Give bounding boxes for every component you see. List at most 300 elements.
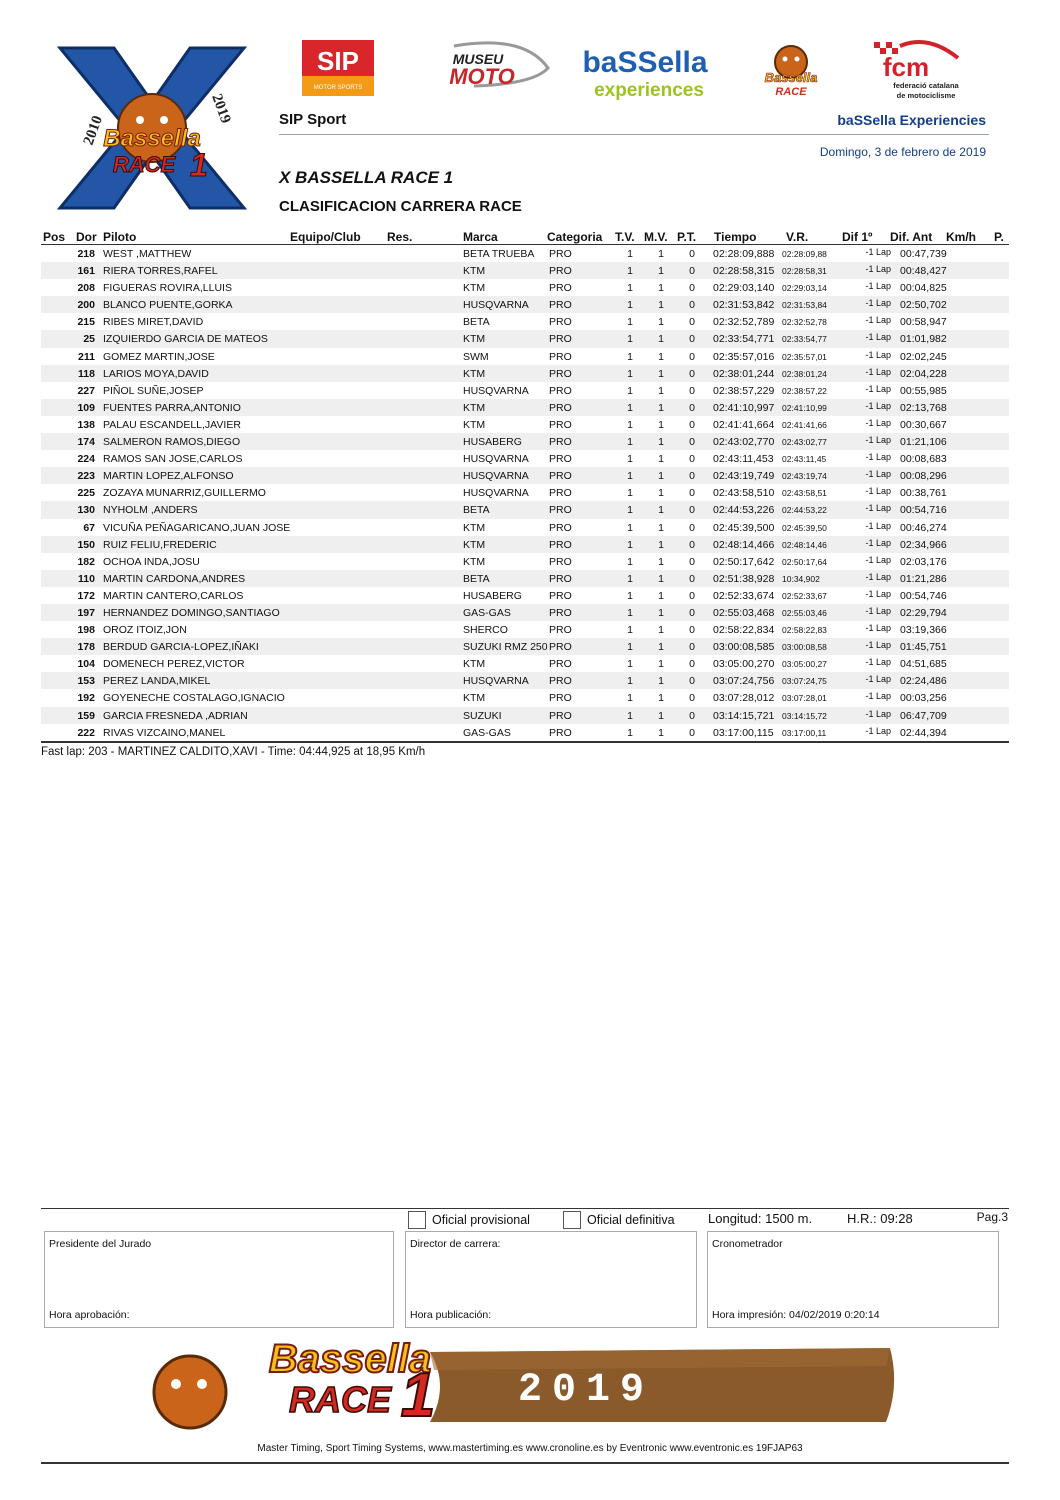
- cell-tv: 1: [627, 316, 633, 329]
- cell-dor: 208: [77, 282, 95, 295]
- table-row: [41, 672, 1009, 689]
- cell-vr: 02:43:11,45: [782, 454, 827, 465]
- cell-piloto: MARTIN CARDONA,ANDRES: [103, 572, 246, 585]
- presidente-signature-box: [44, 1231, 394, 1328]
- fast-lap-note: Fast lap: 203 - MARTINEZ CALDITO,XAVI - Time: 04:44,925 at 18,95 Km/h: [41, 746, 426, 758]
- cell-vr: 02:45:39,50: [782, 522, 827, 533]
- svg-text:MUSEU: MUSEU: [452, 51, 504, 67]
- cell-pt: 0: [689, 504, 695, 517]
- cell-dif1: -1 Lap: [865, 554, 891, 565]
- cell-vr: 02:48:14,46: [782, 539, 827, 550]
- cell-tiempo: 02:41:10,997: [713, 401, 775, 414]
- cell-marca: GAS-GAS: [463, 726, 511, 739]
- cell-marca: BETA: [463, 316, 490, 329]
- cell-difant: 02:34,966: [900, 538, 947, 551]
- cell-piloto: IZQUIERDO GARCIA DE MATEOS: [103, 333, 268, 346]
- cell-dif1: -1 Lap: [865, 264, 891, 275]
- cell-pt: 0: [689, 418, 695, 431]
- cell-categoria: PRO: [549, 333, 572, 346]
- table-row: [41, 689, 1009, 706]
- cell-piloto: RAMOS SAN JOSE,CARLOS: [103, 453, 243, 466]
- cell-tiempo: 02:38:57,229: [713, 384, 775, 397]
- cell-mv: 1: [658, 624, 664, 637]
- cell-tiempo: 02:35:57,016: [713, 350, 775, 363]
- cell-vr: 02:52:33,67: [782, 590, 827, 601]
- cell-tiempo: 03:07:28,012: [713, 692, 775, 705]
- cell-mv: 1: [658, 299, 664, 312]
- cell-dif1: -1 Lap: [865, 281, 891, 292]
- cell-tv: 1: [627, 333, 633, 346]
- cell-dor: 159: [77, 709, 95, 722]
- cell-mv: 1: [658, 316, 664, 329]
- cell-vr: 02:28:58,31: [782, 266, 827, 277]
- cell-mv: 1: [658, 436, 664, 449]
- table-row: [41, 382, 1009, 399]
- cell-dif1: -1 Lap: [865, 588, 891, 599]
- cell-vr: 03:05:00,27: [782, 659, 827, 670]
- cell-pt: 0: [689, 538, 695, 551]
- cell-pt: 0: [689, 350, 695, 363]
- cell-vr: 03:17:00,11: [782, 727, 827, 738]
- table-row: [41, 245, 1009, 262]
- cell-vr: 02:43:19,74: [782, 471, 827, 482]
- cell-difant: 02:24,486: [900, 675, 947, 688]
- cell-tv: 1: [627, 350, 633, 363]
- cell-tiempo: 03:17:00,115: [713, 726, 774, 739]
- cell-piloto: PALAU ESCANDELL,JAVIER: [103, 418, 241, 431]
- cell-tv: 1: [627, 299, 633, 312]
- table-row: [41, 655, 1009, 672]
- cell-marca: KTM: [463, 692, 486, 705]
- cell-dif1: -1 Lap: [865, 332, 891, 343]
- table-row: [41, 348, 1009, 365]
- oficial-definitiva-label: Oficial definitiva: [587, 1213, 675, 1227]
- cell-marca: KTM: [463, 265, 486, 278]
- cell-mv: 1: [658, 572, 664, 585]
- cell-difant: 02:50,702: [900, 299, 947, 312]
- cell-vr: 02:50:17,64: [782, 556, 827, 567]
- cell-marca: HUSABERG: [463, 436, 522, 449]
- cell-categoria: PRO: [549, 487, 572, 500]
- cell-mv: 1: [658, 384, 664, 397]
- cell-tiempo: 02:43:02,770: [713, 436, 775, 449]
- cell-tiempo: 02:43:58,510: [713, 487, 775, 500]
- table-row: [41, 416, 1009, 433]
- cell-dif1: -1 Lap: [865, 435, 891, 446]
- cell-vr: 02:58:22,83: [782, 625, 827, 636]
- page-number: Pag.3: [976, 1210, 1008, 1224]
- cell-difant: 00:58,947: [900, 316, 947, 329]
- col-difant: Dif. Ant: [890, 230, 933, 244]
- cell-categoria: PRO: [549, 418, 572, 431]
- cell-mv: 1: [658, 589, 664, 602]
- cell-difant: 00:48,427: [900, 265, 947, 278]
- cell-tiempo: 02:52:33,674: [713, 589, 775, 602]
- cell-dor: 150: [77, 538, 95, 551]
- svg-text:MOTOR SPORTS: MOTOR SPORTS: [313, 85, 363, 91]
- table-row: [41, 638, 1009, 655]
- cell-pt: 0: [689, 333, 695, 346]
- cell-vr: 02:31:53,84: [782, 300, 827, 311]
- table-row: [41, 450, 1009, 467]
- cell-marca: BETA: [463, 504, 490, 517]
- cell-dor: 67: [83, 521, 95, 534]
- cell-tv: 1: [627, 282, 633, 295]
- cell-mv: 1: [658, 367, 664, 380]
- cell-tv: 1: [627, 658, 633, 671]
- table-row: [41, 433, 1009, 450]
- svg-text:1: 1: [400, 1361, 436, 1430]
- table-row: [41, 621, 1009, 638]
- cell-mv: 1: [658, 248, 664, 260]
- cell-tiempo: 02:48:14,466: [713, 538, 775, 551]
- cell-categoria: PRO: [549, 726, 572, 739]
- cell-dif1: -1 Lap: [865, 708, 891, 719]
- table-header: [41, 229, 1009, 245]
- cell-dif1: -1 Lap: [865, 349, 891, 360]
- entity-name: baSSella Experiencies: [837, 112, 986, 128]
- cell-dif1: -1 Lap: [865, 383, 891, 394]
- cell-marca: KTM: [463, 555, 486, 568]
- cell-dor: 130: [77, 504, 95, 517]
- cell-difant: 04:51,685: [900, 658, 947, 671]
- cell-pt: 0: [689, 521, 695, 534]
- cell-tv: 1: [627, 436, 633, 449]
- cell-mv: 1: [658, 538, 664, 551]
- cell-dor: 224: [77, 453, 95, 466]
- cell-pt: 0: [689, 555, 695, 568]
- sip-sport-logo: [302, 40, 374, 96]
- cell-difant: 02:13,768: [900, 401, 947, 414]
- track-length: Longitud: 1500 m.: [708, 1211, 813, 1226]
- cell-tv: 1: [627, 384, 633, 397]
- cell-mv: 1: [658, 555, 664, 568]
- cell-tv: 1: [627, 692, 633, 705]
- table-bottom-rule: [41, 741, 1009, 743]
- cell-pt: 0: [689, 265, 695, 278]
- museu-moto-logo: [414, 40, 550, 92]
- cell-dor: 200: [77, 299, 95, 312]
- cell-tiempo: 02:33:54,771: [713, 333, 775, 346]
- svg-text:federació catalana: federació catalana: [893, 81, 959, 90]
- cell-difant: 00:08,683: [900, 453, 947, 466]
- cell-marca: KTM: [463, 521, 486, 534]
- cell-piloto: OROZ ITOIZ,JON: [103, 624, 187, 637]
- cell-dor: 182: [77, 555, 95, 568]
- cell-piloto: PEREZ LANDA,MIKEL: [103, 675, 211, 688]
- cell-difant: 00:04,825: [900, 282, 947, 295]
- table-row: [41, 553, 1009, 570]
- svg-text:Bassella: Bassella: [268, 1337, 432, 1381]
- cell-dif1: -1 Lap: [865, 486, 891, 497]
- svg-text:Bassella: Bassella: [764, 70, 818, 85]
- cell-piloto: MARTIN LOPEZ,ALFONSO: [103, 470, 234, 483]
- cell-piloto: RIERA TORRES,RAFEL: [103, 265, 218, 278]
- cell-categoria: PRO: [549, 401, 572, 414]
- cell-piloto: MARTIN CANTERO,CARLOS: [103, 589, 244, 602]
- col-piloto: Piloto: [103, 230, 137, 244]
- cell-categoria: PRO: [549, 538, 572, 551]
- cell-vr: 03:07:24,75: [782, 676, 827, 687]
- director-signature-box: [405, 1231, 697, 1328]
- timing-credits: Master Timing, Sport Timing Systems, www.mastertiming.es www.cronoline.es by Eventronic www.eventronic.es 19FJAP63: [257, 1443, 803, 1454]
- cell-mv: 1: [658, 401, 664, 414]
- cell-difant: 01:21,106: [900, 436, 947, 449]
- svg-text:2010: 2010: [80, 113, 107, 148]
- cell-pt: 0: [689, 692, 695, 705]
- col-tiempo: Tiempo: [714, 230, 757, 244]
- header-divider: [279, 134, 989, 135]
- cell-vr: 03:14:15,72: [782, 710, 827, 721]
- bassella-race-2019-banner: [100, 1326, 900, 1436]
- cell-pt: 0: [689, 282, 695, 295]
- cell-pt: 0: [689, 299, 695, 312]
- cell-piloto: OCHOA INDA,JOSU: [103, 555, 200, 568]
- cell-dif1: -1 Lap: [865, 605, 891, 616]
- svg-text:baSSella: baSSella: [582, 46, 708, 79]
- cell-difant: 00:03,256: [900, 692, 947, 705]
- svg-text:RACE: RACE: [112, 152, 176, 177]
- cell-vr: 03:07:28,01: [782, 693, 827, 704]
- cell-pt: 0: [689, 709, 695, 722]
- cell-pt: 0: [689, 248, 695, 260]
- cell-mv: 1: [658, 282, 664, 295]
- footer-rule: [41, 1462, 1009, 1464]
- cell-pt: 0: [689, 572, 695, 585]
- table-row: [41, 707, 1009, 724]
- cell-difant: 02:29,794: [900, 606, 947, 619]
- cell-piloto: GARCIA FRESNEDA ,ADRIAN: [103, 709, 248, 722]
- cell-vr: 02:33:54,77: [782, 334, 827, 345]
- cell-dor: 225: [77, 487, 95, 500]
- cell-categoria: PRO: [549, 265, 572, 278]
- table-row: [41, 279, 1009, 296]
- cronometrador-label: Cronometrador: [712, 1238, 783, 1250]
- oficial-provisional-label: Oficial provisional: [432, 1213, 530, 1227]
- cell-categoria: PRO: [549, 624, 572, 637]
- cell-vr: 02:29:03,14: [782, 283, 827, 294]
- cell-tv: 1: [627, 367, 633, 380]
- cell-mv: 1: [658, 470, 664, 483]
- cell-difant: 00:08,296: [900, 470, 947, 483]
- cell-dif1: -1 Lap: [865, 366, 891, 377]
- cell-vr: 02:38:01,24: [782, 368, 827, 379]
- cell-piloto: RUIZ FELIU,FREDERIC: [103, 538, 217, 551]
- cell-tiempo: 02:44:53,226: [713, 504, 775, 517]
- cell-dif1: -1 Lap: [865, 452, 891, 463]
- cell-tv: 1: [627, 265, 633, 278]
- col-p: P.: [994, 230, 1004, 244]
- cell-mv: 1: [658, 418, 664, 431]
- cell-tiempo: 03:00:08,585: [713, 641, 775, 654]
- cell-dor: 197: [77, 606, 95, 619]
- cell-vr: 02:43:58,51: [782, 488, 827, 499]
- cell-marca: KTM: [463, 538, 486, 551]
- svg-text:RACE: RACE: [775, 86, 807, 98]
- cell-categoria: PRO: [549, 675, 572, 688]
- cell-tiempo: 02:45:39,500: [713, 521, 775, 534]
- table-row: [41, 587, 1009, 604]
- cell-dif1: -1 Lap: [865, 623, 891, 634]
- cell-difant: 00:55,985: [900, 384, 947, 397]
- cell-vr: 02:28:09,88: [782, 249, 827, 259]
- cell-difant: 00:38,761: [900, 487, 947, 500]
- cell-tiempo: 02:58:22,834: [713, 624, 775, 637]
- cell-pt: 0: [689, 624, 695, 637]
- cell-pt: 0: [689, 470, 695, 483]
- table-row: [41, 570, 1009, 587]
- table-row: [41, 313, 1009, 330]
- cell-piloto: FIGUERAS ROVIRA,LLUIS: [103, 282, 232, 295]
- col-dor: Dor: [76, 230, 97, 244]
- table-row: [41, 399, 1009, 416]
- cell-difant: 00:54,716: [900, 504, 947, 517]
- cell-categoria: PRO: [549, 658, 572, 671]
- cell-piloto: VICUÑA PEÑAGARICANO,JUAN JOSE: [103, 521, 291, 534]
- cell-dif1: -1 Lap: [865, 469, 891, 480]
- cell-pt: 0: [689, 641, 695, 654]
- event-title: X BASSELLA RACE 1: [279, 168, 454, 187]
- cell-tv: 1: [627, 606, 633, 619]
- oficial-provisional-checkbox[interactable]: [408, 1211, 426, 1229]
- cell-dor: 104: [77, 658, 95, 671]
- cell-dif1: -1 Lap: [865, 520, 891, 531]
- cell-marca: HUSQVARNA: [463, 675, 529, 688]
- cell-marca: KTM: [463, 418, 486, 431]
- cell-marca: SUZUKI: [463, 709, 502, 722]
- cell-piloto: GOMEZ MARTIN,JOSE: [103, 350, 215, 363]
- cell-vr: 02:41:41,66: [782, 419, 827, 430]
- cell-mv: 1: [658, 709, 664, 722]
- cell-dor: 178: [77, 641, 95, 654]
- cell-mv: 1: [658, 265, 664, 278]
- cell-mv: 1: [658, 487, 664, 500]
- cell-piloto: LARIOS MOYA,DAVID: [103, 367, 209, 380]
- cell-tv: 1: [627, 248, 633, 260]
- svg-text:experiences: experiences: [594, 80, 704, 100]
- cell-mv: 1: [658, 350, 664, 363]
- cell-tv: 1: [627, 709, 633, 722]
- cronometrador-signature-box: [707, 1231, 999, 1328]
- cell-mv: 1: [658, 521, 664, 534]
- cell-dor: 172: [77, 589, 95, 602]
- cell-categoria: PRO: [549, 692, 572, 705]
- cell-piloto: NYHOLM ,ANDERS: [103, 504, 198, 517]
- cell-mv: 1: [658, 641, 664, 654]
- col-pos: Pos: [43, 230, 66, 244]
- organizer-name: SIP Sport: [279, 111, 347, 128]
- cell-categoria: PRO: [549, 470, 572, 483]
- cell-vr: 02:41:10,99: [782, 402, 827, 413]
- cell-marca: KTM: [463, 333, 486, 346]
- svg-text:SIP: SIP: [317, 46, 359, 76]
- cell-dor: 222: [77, 726, 95, 739]
- cell-pt: 0: [689, 316, 695, 329]
- cell-tiempo: 02:29:03,140: [713, 282, 775, 295]
- cell-difant: 00:46,274: [900, 521, 947, 534]
- cell-mv: 1: [658, 675, 664, 688]
- cell-tv: 1: [627, 624, 633, 637]
- cell-tiempo: 02:55:03,468: [713, 606, 775, 619]
- cell-categoria: PRO: [549, 282, 572, 295]
- cell-piloto: DOMENECH PEREZ,VICTOR: [103, 658, 245, 671]
- cell-dif1: -1 Lap: [865, 537, 891, 548]
- hora-publicacion-label: Hora publicación:: [410, 1309, 492, 1321]
- cell-marca: KTM: [463, 282, 486, 295]
- cell-dor: 211: [78, 350, 95, 363]
- report-title: CLASIFICACION CARRERA RACE: [279, 198, 522, 215]
- col-kmh: Km/h: [946, 230, 976, 244]
- svg-text:1: 1: [190, 147, 208, 183]
- table-row: [41, 365, 1009, 382]
- bassella-race-x-logo: [52, 44, 252, 212]
- cell-dif1: -1 Lap: [865, 400, 891, 411]
- cell-piloto: ZOZAYA MUNARRIZ,GUILLERMO: [103, 487, 266, 500]
- cell-tv: 1: [627, 504, 633, 517]
- cell-tiempo: 03:05:00,270: [713, 658, 775, 671]
- bassella-experiences-logo: [574, 44, 716, 100]
- col-equipo: Equipo/Club: [290, 230, 361, 244]
- cell-pt: 0: [689, 726, 695, 739]
- cell-marca: KTM: [463, 367, 486, 380]
- cell-vr: 10:34,902: [782, 573, 820, 584]
- cell-mv: 1: [658, 333, 664, 346]
- cell-vr: 02:38:57,22: [782, 385, 827, 396]
- cell-tiempo: 02:43:19,749: [713, 470, 775, 483]
- cell-mv: 1: [658, 504, 664, 517]
- table-row: [41, 724, 1009, 741]
- svg-text:MOTO: MOTO: [449, 64, 515, 89]
- svg-text:fcm: fcm: [882, 52, 930, 82]
- cell-pt: 0: [689, 436, 695, 449]
- event-date: Domingo, 3 de febrero de 2019: [819, 145, 986, 159]
- cell-marca: HUSQVARNA: [463, 470, 529, 483]
- oficial-definitiva-checkbox[interactable]: [563, 1211, 581, 1229]
- cell-tiempo: 02:32:52,789: [713, 316, 775, 329]
- cell-tv: 1: [627, 418, 633, 431]
- cell-difant: 01:01,982: [900, 333, 947, 346]
- cell-vr: 02:43:02,77: [782, 437, 827, 448]
- svg-text:de motociclisme: de motociclisme: [896, 91, 956, 100]
- col-pt: P.T.: [677, 230, 697, 244]
- cell-categoria: PRO: [549, 384, 572, 397]
- cell-piloto: BERDUD GARCIA-LOPEZ,IÑAKI: [103, 641, 259, 654]
- cell-piloto: WEST ,MATTHEW: [103, 248, 192, 260]
- cell-dif1: -1 Lap: [865, 298, 891, 309]
- cell-dif1: -1 Lap: [865, 315, 891, 326]
- cell-vr: 02:55:03,46: [782, 607, 827, 618]
- cell-dor: 118: [78, 367, 95, 380]
- cell-piloto: HERNANDEZ DOMINGO,SANTIAGO: [103, 606, 280, 619]
- cell-piloto: BLANCO PUENTE,GORKA: [103, 299, 233, 312]
- col-res: Res.: [387, 230, 413, 244]
- cell-mv: 1: [658, 606, 664, 619]
- table-row: [41, 484, 1009, 501]
- cell-tv: 1: [627, 401, 633, 414]
- cell-tiempo: 02:31:53,842: [713, 299, 775, 312]
- cell-tiempo: 02:41:41,664: [713, 418, 775, 431]
- cell-categoria: PRO: [549, 521, 572, 534]
- cell-categoria: PRO: [549, 316, 572, 329]
- cell-dor: 110: [78, 572, 95, 585]
- cell-pt: 0: [689, 453, 695, 466]
- cell-tv: 1: [627, 589, 633, 602]
- cell-dor: 109: [77, 401, 95, 414]
- cell-pt: 0: [689, 401, 695, 414]
- hora-impresion-label: Hora impresión: 04/02/2019 0:20:14: [712, 1309, 880, 1321]
- cell-categoria: PRO: [549, 709, 572, 722]
- table-row: [41, 330, 1009, 347]
